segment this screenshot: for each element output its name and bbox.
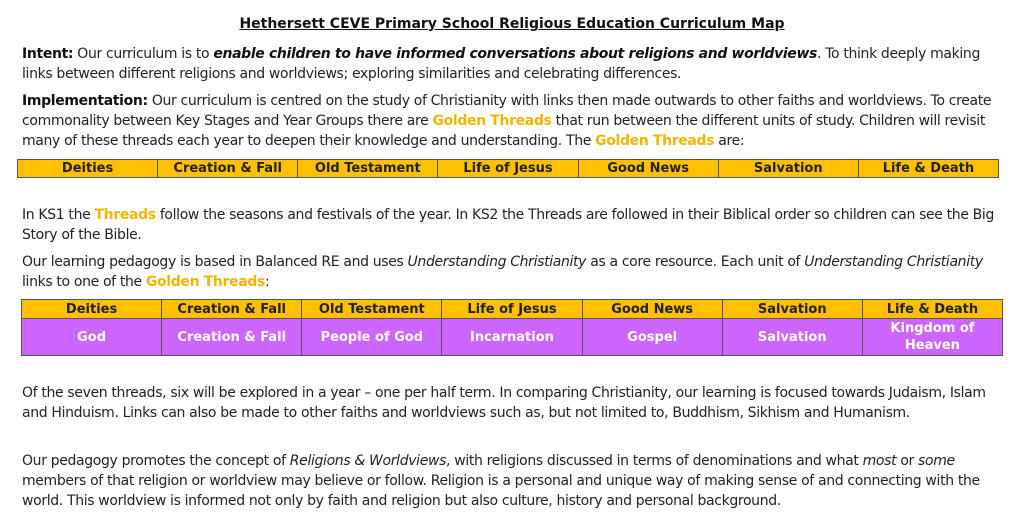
mapping-header-row bbox=[22, 300, 1003, 319]
thread-cell: Life & Death bbox=[858, 160, 998, 178]
unit-cell: Incarnation bbox=[442, 319, 582, 356]
mapping-header-cell: Creation & Fall bbox=[162, 300, 302, 319]
pedagogy-text: Our learning pedagogy is based in Balanced RE and uses bbox=[22, 254, 408, 270]
unit-cell: Creation & Fall bbox=[162, 319, 302, 356]
golden-threads-highlight-3: Golden Threads bbox=[145, 274, 265, 290]
implementation-text: Our curriculum is centred on the study of Christianity with links then made outwards to other faiths and worldviews. To create commonality between Key Stages and Year Groups there are bbox=[22, 93, 992, 129]
understanding-christianity-italic: Understanding Christianity bbox=[407, 254, 587, 270]
ks-paragraph bbox=[22, 205, 1012, 245]
page-title: Hethersett CEVE Primary School Religious Education Curriculum Map bbox=[239, 16, 785, 32]
golden-threads-table bbox=[17, 159, 999, 178]
seven-threads-paragraph: Of the seven threads, six will be explored in a year – one per half term. In comparing Christianity, our learning is focused towards Judaism, Islam and Hinduism. Links can also be made to other faiths and worldviews such as, but not limited to, Buddhism, Sikhism and Humanism. bbox=[22, 385, 986, 421]
mapping-header-cell: Salvation bbox=[722, 300, 862, 319]
pedagogy-text-end: : bbox=[264, 274, 270, 290]
mapping-header-cell: Old Testament bbox=[302, 300, 442, 319]
threads-highlight: Threads bbox=[94, 207, 156, 223]
thread-cell: Life of Jesus bbox=[438, 160, 578, 178]
worldviews-text-2: , with religions discussed in terms of denominations and what bbox=[446, 453, 863, 469]
thread-cell: Creation & Fall bbox=[158, 160, 298, 178]
mapping-units-row bbox=[22, 319, 1003, 356]
ks-text-end: follow the seasons and festivals of the year. In KS2 the Threads are followed in their Biblical order so children can see the Big Story of the Bible. bbox=[22, 207, 995, 243]
worldviews-text-end: members of that religion or worldview may believe or follow. Religion is a personal and unique way of making sense of and connecting with the world. This worldview is informed not only by faith and religion but also culture, history and personal background. bbox=[22, 473, 980, 509]
thread-cell: Old Testament bbox=[298, 160, 438, 178]
worldviews-text-3: or bbox=[896, 453, 919, 469]
unit-cell: Salvation bbox=[722, 319, 862, 356]
some-italic: some bbox=[918, 453, 955, 469]
intent-paragraph bbox=[22, 44, 1012, 84]
unit-cell: Gospel bbox=[582, 319, 722, 356]
implementation-label: Implementation: bbox=[22, 93, 148, 109]
mapping-header-cell: Deities bbox=[22, 300, 162, 319]
golden-threads-highlight: Golden Threads bbox=[432, 113, 552, 129]
implementation-text-end: are: bbox=[714, 133, 745, 149]
worldviews-text: Our pedagogy promotes the concept of bbox=[22, 453, 290, 469]
intent-text: Our curriculum is to bbox=[73, 46, 214, 62]
intent-emphasis: enable children to have informed conversations about religions and worldviews bbox=[213, 46, 818, 62]
ks-text: In KS1 the bbox=[22, 207, 95, 223]
thread-cell: Good News bbox=[578, 160, 718, 178]
implementation-text-middle: that run between the different units of study. Children will revisit many of these threads each year to deepen their knowledge and understanding. The bbox=[22, 113, 985, 149]
implementation-paragraph bbox=[22, 91, 1012, 151]
intent-text-end: . To think deeply making links between different religions and worldviews; exploring similarities and celebrating differences. bbox=[22, 46, 980, 82]
pedagogy-text-2: as a core resource. Each unit of bbox=[586, 254, 805, 270]
pedagogy-text-3: links to one of the bbox=[22, 274, 146, 290]
most-italic: most bbox=[862, 453, 897, 469]
mapping-header-cell: Life & Death bbox=[862, 300, 1002, 319]
golden-threads-highlight-2: Golden Threads bbox=[595, 133, 715, 149]
unit-cell: God bbox=[22, 319, 162, 356]
mapping-header-cell: Life of Jesus bbox=[442, 300, 582, 319]
pedagogy-paragraph bbox=[22, 252, 1012, 292]
thread-cell: Salvation bbox=[718, 160, 858, 178]
thread-cell: Deities bbox=[18, 160, 158, 178]
worldviews-paragraph bbox=[22, 451, 1012, 511]
unit-cell: Kingdom of Heaven bbox=[862, 319, 1002, 356]
religions-worldviews-italic: Religions & Worldviews bbox=[289, 453, 447, 469]
unit-cell: People of God bbox=[302, 319, 442, 356]
thread-unit-mapping-table bbox=[21, 299, 1003, 356]
understanding-christianity-italic-2: Understanding Christianity bbox=[804, 254, 983, 270]
intent-label: Intent: bbox=[22, 46, 74, 62]
mapping-header-cell: Good News bbox=[582, 300, 722, 319]
golden-threads-row bbox=[18, 160, 999, 178]
